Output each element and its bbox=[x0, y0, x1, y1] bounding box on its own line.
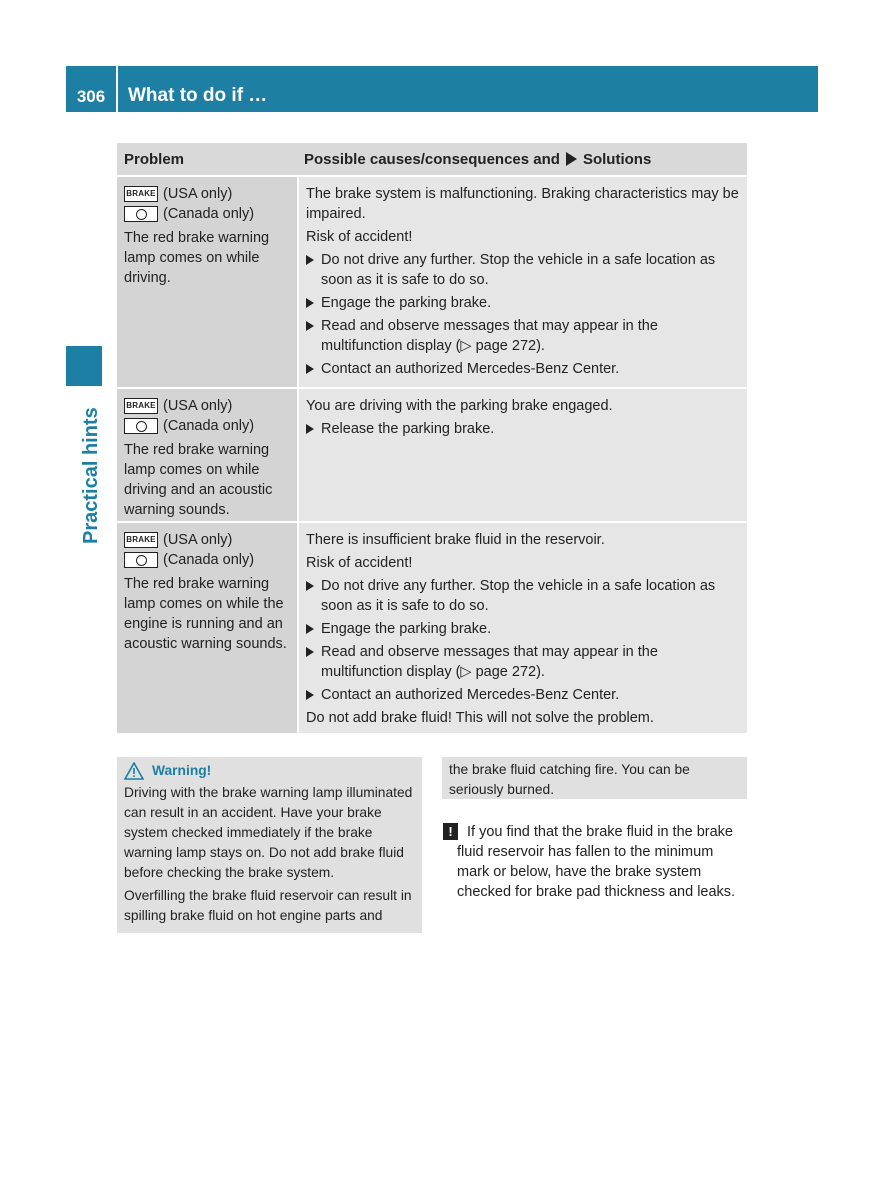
page-number: 306 bbox=[76, 87, 106, 106]
solution-step: Read and observe messages that may appear in the multifunction display (▷ page 272). bbox=[306, 316, 739, 356]
warning-text: Driving with the brake warning lamp illuminated can result in an accident. Have your brake system checked immediately if the brake warning lamp stays on. Do not add brake fluid before checking the brake system. bbox=[124, 785, 413, 880]
warning-triangle-icon bbox=[124, 762, 144, 780]
troubleshooting-table bbox=[117, 143, 747, 733]
risk-text: Risk of accident! bbox=[306, 555, 413, 571]
solution-step: Engage the parking brake. bbox=[306, 619, 739, 639]
problem-cell bbox=[117, 177, 297, 387]
bullet-arrow-icon bbox=[306, 321, 314, 331]
problem-text: The red brake warning lamp comes on while the engine is running and an acoustic warning sounds. bbox=[124, 576, 287, 652]
warning-heading bbox=[124, 761, 415, 781]
column-header-solutions bbox=[297, 143, 747, 175]
solution-step: Contact an authorized Mercedes-Benz Center. bbox=[306, 685, 739, 705]
cause-text: The brake system is malfunctioning. Braking characteristics may be impaired. bbox=[306, 186, 739, 222]
warning-title: Warning! bbox=[152, 763, 212, 778]
lamp-usa-label: (USA only) bbox=[163, 186, 233, 202]
solution-step: Engage the parking brake. bbox=[306, 293, 739, 313]
risk-text: Risk of accident! bbox=[306, 229, 413, 245]
brake-circle-lamp-icon bbox=[124, 418, 158, 434]
warning-continuation-box: the brake fluid catching fire. You can be seriously burned. bbox=[442, 757, 747, 799]
bullet-arrow-icon bbox=[306, 690, 314, 700]
brake-lamp-icon: BRAKE bbox=[124, 532, 158, 548]
column-header-solutions-suffix: Solutions bbox=[582, 150, 652, 168]
problem-cell bbox=[117, 523, 297, 733]
solution-cell bbox=[297, 523, 747, 733]
lamp-usa-label: (USA only) bbox=[163, 398, 233, 414]
column-header-solutions-prefix: Possible causes/consequences and bbox=[304, 150, 560, 168]
bullet-arrow-icon bbox=[306, 255, 314, 265]
column-header-problem: Problem bbox=[124, 151, 185, 168]
lamp-canada-label: (Canada only) bbox=[163, 206, 255, 222]
note-text: If you find that the brake fluid in the brake fluid reservoir has fallen to the minimum mark or below, have the brake system checked for brake pad thickness and leaks. bbox=[457, 824, 736, 900]
solution-cell bbox=[297, 389, 747, 521]
problem-text: The red brake warning lamp comes on while driving. bbox=[124, 230, 270, 286]
solution-step: Read and observe messages that may appear in the multifunction display (▷ page 272). bbox=[306, 642, 739, 682]
bullet-arrow-icon bbox=[306, 364, 314, 374]
solution-step: Release the parking brake. bbox=[306, 419, 739, 439]
problem-cell bbox=[117, 389, 297, 521]
lamp-usa-label: (USA only) bbox=[163, 532, 233, 548]
header-divider bbox=[116, 66, 118, 112]
bullet-arrow-icon bbox=[306, 624, 314, 634]
brake-circle-lamp-icon bbox=[124, 552, 158, 568]
problem-text: The red brake warning lamp comes on while driving and an acoustic warning sounds. bbox=[124, 442, 273, 518]
lamp-canada-label: (Canada only) bbox=[163, 552, 255, 568]
table-row bbox=[117, 521, 747, 733]
bullet-arrow-icon bbox=[306, 424, 314, 434]
page-title: What to do if … bbox=[128, 85, 268, 106]
brake-lamp-icon: BRAKE bbox=[124, 186, 158, 202]
brake-circle-lamp-icon bbox=[124, 206, 158, 222]
solution-cell bbox=[297, 177, 747, 387]
arrow-icon bbox=[566, 152, 577, 166]
warning-text: Overfilling the brake fluid reservoir can result in spilling brake fluid on hot engine parts and bbox=[124, 888, 412, 923]
table-header bbox=[117, 143, 747, 175]
table-row bbox=[117, 387, 747, 521]
brake-lamp-icon: BRAKE bbox=[124, 398, 158, 414]
closing-text: Do not add brake fluid! This will not solve the problem. bbox=[306, 710, 654, 726]
note bbox=[443, 822, 749, 902]
solution-step: Contact an authorized Mercedes-Benz Center. bbox=[306, 359, 739, 379]
exclamation-icon: ! bbox=[443, 823, 458, 840]
lamp-canada-label: (Canada only) bbox=[163, 418, 255, 434]
warning-box bbox=[117, 757, 422, 933]
section-tab-marker bbox=[66, 346, 102, 386]
solution-step: Do not drive any further. Stop the vehicle in a safe location as soon as it is safe to do so. bbox=[306, 250, 739, 290]
cause-text: You are driving with the parking brake engaged. bbox=[306, 398, 613, 414]
table-row bbox=[117, 175, 747, 387]
solution-step: Do not drive any further. Stop the vehicle in a safe location as soon as it is safe to do so. bbox=[306, 576, 739, 616]
cause-text: There is insufficient brake fluid in the reservoir. bbox=[306, 532, 605, 548]
bullet-arrow-icon bbox=[306, 581, 314, 591]
bullet-arrow-icon bbox=[306, 647, 314, 657]
section-label: Practical hints bbox=[80, 407, 102, 544]
bullet-arrow-icon bbox=[306, 298, 314, 308]
